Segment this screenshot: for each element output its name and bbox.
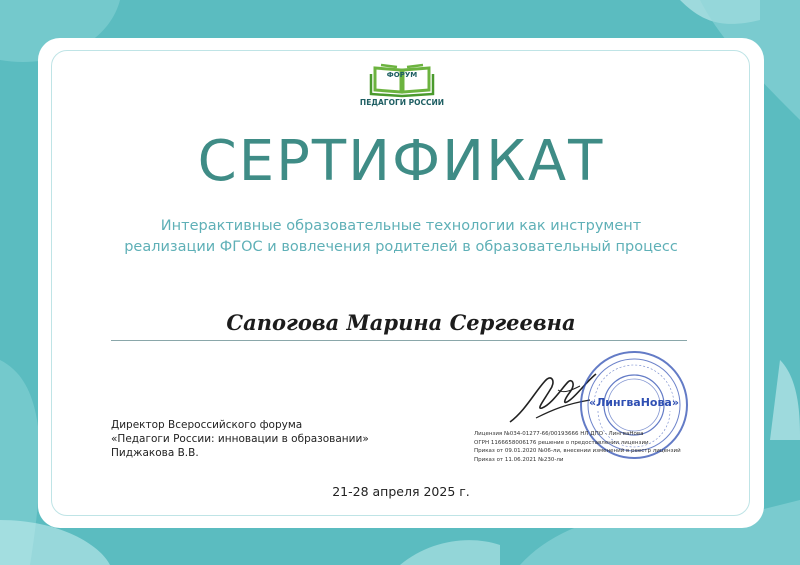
logo-bottom-text: ПЕДАГОГИ РОССИИ bbox=[359, 98, 445, 107]
recipient-name: Сапогова Марина Сергеевна bbox=[226, 310, 576, 335]
open-book-icon bbox=[367, 62, 437, 98]
stamp-center-text: «ЛингваНова» bbox=[589, 396, 679, 409]
course-title bbox=[98, 216, 704, 258]
license-line-3: Приказ от 09.01.2020 №06-ли, внесении изменений в реестр лицензий bbox=[474, 448, 681, 454]
director-line-2: «Педагоги России: инновации в образовании» bbox=[111, 433, 369, 445]
event-dates: 21-28 апреля 2025 г. bbox=[332, 484, 470, 499]
license-line-4: Приказ от 11.06.2021 №230-ли bbox=[474, 456, 564, 463]
forum-logo bbox=[357, 62, 447, 110]
director-block bbox=[111, 418, 431, 460]
certificate-card bbox=[38, 38, 764, 528]
course-title-line-1: Интерактивные образовательные технологии как инструмент bbox=[160, 218, 642, 234]
license-block bbox=[474, 430, 724, 464]
director-name: Пиджакова В.В. bbox=[111, 447, 199, 459]
license-line-1: Лицензия №034-01277-66/00193666 НЛ ДПО - ЛингваНова bbox=[474, 431, 644, 437]
certificate-title: СЕРТИФИКАТ bbox=[197, 129, 605, 194]
director-line-1: Директор Всероссийского форума bbox=[111, 419, 303, 431]
course-title-line-2: реализации ФГОС и вовлечения родителей в образовательный процесс bbox=[124, 239, 678, 255]
license-line-2: ОГРН 1166658006176 решение о предоставлении лицензии bbox=[474, 439, 649, 446]
name-underline bbox=[111, 340, 687, 341]
logo-top-text: ФОРУМ bbox=[386, 71, 418, 79]
